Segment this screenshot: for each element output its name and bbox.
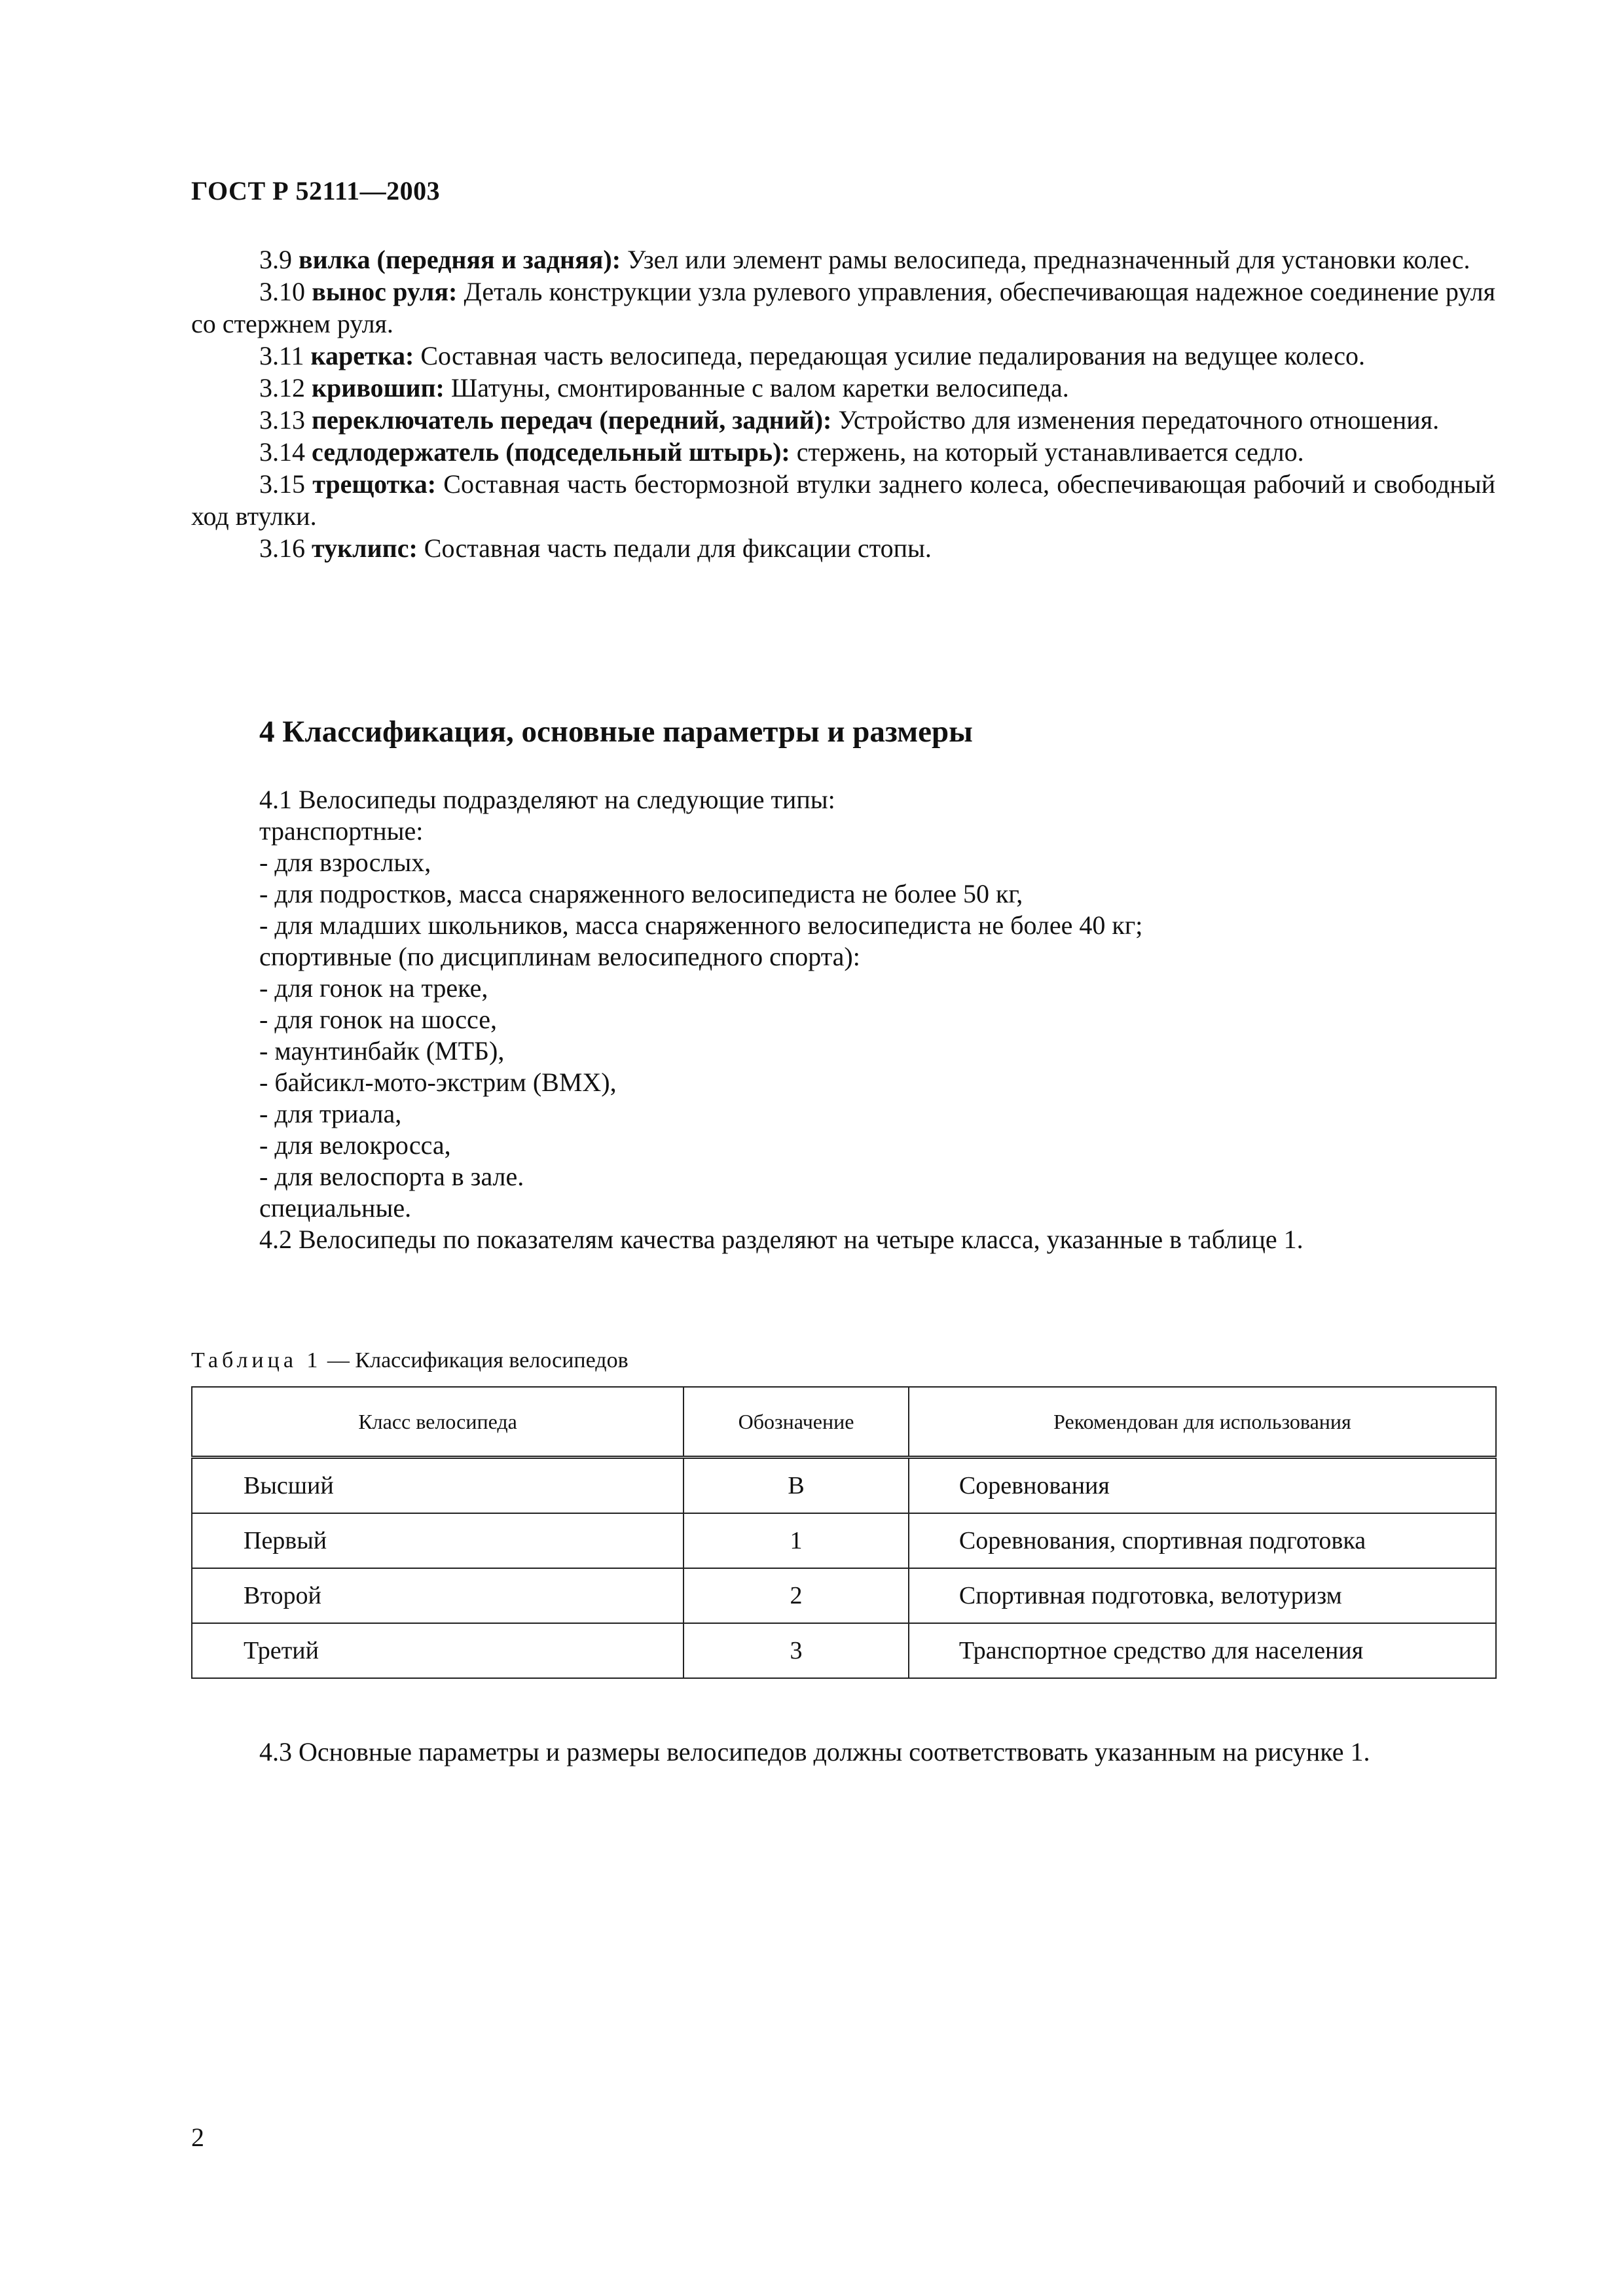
table-cell: Соревнования, спортивная подготовка: [909, 1513, 1496, 1568]
table-cell: Соревнования: [909, 1458, 1496, 1514]
term-number: 3.15: [259, 469, 305, 499]
column-header: Обозначение: [684, 1387, 909, 1458]
classification-table: [191, 1386, 1497, 1679]
section-heading: 4 Классификация, основные параметры и размеры: [259, 715, 973, 749]
page-number: 2: [191, 2123, 204, 2152]
term-item: [191, 372, 1495, 404]
term-number: 3.10: [259, 277, 305, 306]
paragraph-4-2: 4.2 Велосипеды по показателям качества разделяют на четыре класса, указанные в таблице 1.: [259, 1225, 1304, 1254]
term-name: вынос руля:: [312, 277, 458, 306]
sport-label: спортивные (по дисциплинам велосипедного спорта):: [259, 942, 860, 971]
list-item: - для гонок на треке,: [259, 973, 488, 1003]
table-cell: 2: [684, 1568, 909, 1623]
term-name: переключатель передач (передний, задний):: [312, 405, 832, 435]
term-definition: Узел или элемент рамы велосипеда, предназначенный для установки колес.: [627, 245, 1470, 274]
transport-label: транспортные:: [259, 816, 424, 846]
term-definition: Составная часть педали для фиксации стопы.: [424, 533, 932, 563]
column-header: Рекомендован для использования: [909, 1387, 1496, 1458]
term-item: [191, 532, 1495, 564]
term-name: вилка (передняя и задняя):: [299, 245, 621, 274]
list-item: - маунтинбайк (МТБ),: [259, 1036, 505, 1066]
table-row: [192, 1623, 1496, 1678]
list-item: - для триала,: [259, 1099, 402, 1128]
document-header: ГОСТ Р 52111—2003: [191, 176, 441, 206]
term-item: [191, 468, 1495, 532]
table-caption: [191, 1348, 629, 1373]
table-row: [192, 1568, 1496, 1623]
list-item: - для взрослых,: [259, 848, 431, 877]
list-item: - для гонок на шоссе,: [259, 1005, 497, 1034]
paragraph-4-1: 4.1 Велосипеды подразделяют на следующие типы:: [259, 785, 835, 814]
table-cell: Первый: [192, 1513, 684, 1568]
table-cell: Третий: [192, 1623, 684, 1678]
term-definition: стержень, на который устанавливается седло.: [796, 437, 1304, 467]
list-item: - для велокросса,: [259, 1130, 451, 1160]
special-label: специальные.: [259, 1193, 412, 1223]
table-header-row: [192, 1387, 1496, 1458]
term-name: каретка:: [310, 341, 414, 370]
table-row: [192, 1458, 1496, 1514]
term-definition: Шатуны, смонтированные с валом каретки велосипеда.: [450, 373, 1069, 403]
table-row: [192, 1513, 1496, 1568]
table-cell: Спортивная подготовка, велотуризм: [909, 1568, 1496, 1623]
term-number: 3.12: [259, 373, 305, 403]
term-number: 3.13: [259, 405, 305, 435]
table-cell: 3: [684, 1623, 909, 1678]
term-definition: Составная часть бестормозной втулки заднего колеса, обеспечивающая рабочий и свободный ход втулки.: [191, 469, 1496, 531]
terms-list: [191, 243, 1495, 564]
term-item: [191, 340, 1495, 372]
table-caption-title: — Классификация велосипедов: [321, 1348, 629, 1372]
list-item: - для младших школьников, масса снаряженного велосипедиста не более 40 кг;: [259, 910, 1143, 940]
table-cell: Высший: [192, 1458, 684, 1514]
list-item: - байсикл-мото-экстрим (BMX),: [259, 1067, 617, 1097]
list-item: - для велоспорта в зале.: [259, 1162, 524, 1191]
term-name: кривошип:: [312, 373, 445, 403]
term-definition: Устройство для изменения передаточного отношения.: [838, 405, 1440, 435]
column-header: Класс велосипеда: [192, 1387, 684, 1458]
term-number: 3.16: [259, 533, 305, 563]
term-name: туклипс:: [312, 533, 418, 563]
term-definition: Составная часть велосипеда, передающая усилие педалирования на ведущее колесо.: [420, 341, 1366, 370]
table-cell: 1: [684, 1513, 909, 1568]
paragraph-4-3: 4.3 Основные параметры и размеры велосипедов должны соответствовать указанным на рисунке 1.: [259, 1737, 1370, 1767]
term-number: 3.14: [259, 437, 305, 467]
table-cell: Второй: [192, 1568, 684, 1623]
paragraph-4-3-block: [191, 1736, 1495, 1768]
term-definition: Деталь конструкции узла рулевого управления, обеспечивающая надежное соединение руля со стержнем руля.: [191, 277, 1496, 338]
term-item: [191, 436, 1495, 468]
term-number: 3.9: [259, 245, 292, 274]
term-item: [191, 276, 1495, 340]
table-cell: В: [684, 1458, 909, 1514]
classification-text: [191, 784, 1495, 1255]
term-name: трещотка:: [312, 469, 437, 499]
table-caption-prefix: Таблица 1: [191, 1348, 322, 1372]
term-item: [191, 243, 1495, 276]
term-number: 3.11: [259, 341, 304, 370]
term-item: [191, 404, 1495, 436]
list-item: - для подростков, масса снаряженного велосипедиста не более 50 кг,: [259, 879, 1023, 908]
table-cell: Транспортное средство для населения: [909, 1623, 1496, 1678]
term-name: седлодержатель (подседельный штырь):: [312, 437, 790, 467]
